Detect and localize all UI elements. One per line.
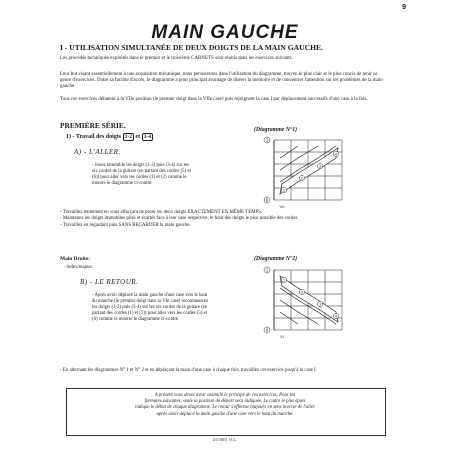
main-droite-label: Main Droite: <box>60 256 90 262</box>
finger-box-1-2: 1-2 <box>124 134 132 140</box>
position-label: VII <box>279 204 285 209</box>
aller-heading: A) - L'ALLER. <box>74 148 121 156</box>
string-label-bottom: 6 <box>265 327 269 333</box>
retour-instruction: - Après avoir déplacé la main gauche d'une case vers le haut du manche (le premier doigt dans la VIe case) recommencez les doigts (1-2) puis (3-4) sur les six cordes de la guitare (en partant des cordes (1) et (2)) pour aller vers les cordes (5) et (6) comme le montre le diagramme ci-contre. <box>92 293 209 322</box>
fretboard-diagram-2 <box>258 264 348 340</box>
string-label-top: 1 <box>265 137 269 143</box>
section-heading: I - UTILISATION SIMULTANÉE DE DEUX DOIGTS DE LA MAIN GAUCHE. <box>60 43 323 52</box>
exercise-prefix: 1) - Travail des doigts <box>66 134 122 140</box>
bullet-list-2 <box>60 368 390 374</box>
note-line: A présent vous devez avoir assimilé le principe de ces exercices. Pour les <box>154 393 296 398</box>
note-line: formules suivantes, seule la position de départ sera indiquée. Le cadre le plus épais <box>144 399 306 405</box>
bullet-item: - Travaillez en regardant puis SANS REGARDER la main gauche. <box>60 222 191 228</box>
string-label-bottom: 6 <box>265 197 269 203</box>
main-droite-text: - index/majeur. <box>64 265 94 270</box>
footer-code: 24 880 H.L. <box>212 438 238 443</box>
exercise-title <box>66 133 153 141</box>
finger-pattern <box>280 276 338 324</box>
note-text <box>66 393 384 418</box>
exercise-and: et <box>135 134 141 140</box>
note-line: après avoir déplacé la main gauche d'une case vers le haut du manche. <box>156 411 294 417</box>
finger-label: 3 <box>318 163 322 169</box>
page-title: MAIN GAUCHE <box>151 22 299 43</box>
bullet-item: - Maintenez les doigts immobiles pliés et écartés face à leur case respective, le bout des doigts le plus possible des cordes. <box>60 216 299 222</box>
bullet-item: - En alternant les diagrammes N° 1 et N° 2 et en déplaçant la main d'une case à chaque fois, travaillez cet exercice jusqu'à la case I. <box>60 368 317 373</box>
retour-heading: B) - LE RETOUR. <box>80 278 139 286</box>
diagram-2-caption: (Diagramme N°2) <box>254 256 298 262</box>
page-number: 9 <box>402 4 406 11</box>
intro-paragraph-3: Tous ces exercices débutent à la VIIe position (le premier doigt dans la VIIe case) puis rejoignent la case I par déplacement successifs d'une case à la fois. <box>60 97 368 102</box>
bullet-item: - Travaillez lentement en vous efforçant de poser les deux doigts EXACTEMENT EN MÊME TEMPS. <box>60 210 263 215</box>
finger-label: 2 <box>300 175 304 181</box>
finger-box-3-4: 3-4 <box>143 134 151 140</box>
bullet-list-1 <box>60 210 390 229</box>
position-label: VI <box>280 334 284 339</box>
finger-label: 4 <box>334 313 338 319</box>
aller-instruction: - Jouez ensemble les doigts (1-2) puis (3-4) sur les six cordes de la guitare (en partant des cordes (5) et (6)) pour aller vers les cordes (1) et (2) comme le montre le diagramme ci-contre. <box>92 163 191 186</box>
finger-pattern <box>280 146 338 194</box>
finger-label: 1 <box>282 187 286 193</box>
finger-label: 4 <box>334 151 338 157</box>
intro-paragraph-1: Les procédés techniques exploités dans le premier et le troisième CARNETS sont réunis dans les exercices suivants. <box>60 56 293 61</box>
diagram-1-caption: (Diagramme N°1) <box>254 127 298 133</box>
fretboard-diagram-1 <box>258 134 348 210</box>
note-line: indique le début de chaque diagramme. Le retour s'effectue toujours en sens inverse de l'aller <box>135 405 315 411</box>
finger-label: 2 <box>300 289 304 295</box>
finger-label: 1 <box>282 277 286 283</box>
string-label-top: 1 <box>265 267 269 273</box>
intro-paragraph-2: Leur but visant essentiellement à une acquisition mécanique, nous persisterons dans l'utilisation du diagramme, moyen le plus clair et le plus concis de tenir ce genre d'exercices. Outre sa facilité d'accès, le diagramme a pour principal avantage de libérer la mémoire et de concentrer l'attention sur les problèmes de la main gauche. <box>60 72 383 90</box>
series-title: PREMIÈRE SÉRIE. <box>60 121 126 130</box>
finger-label: 3 <box>318 301 322 307</box>
